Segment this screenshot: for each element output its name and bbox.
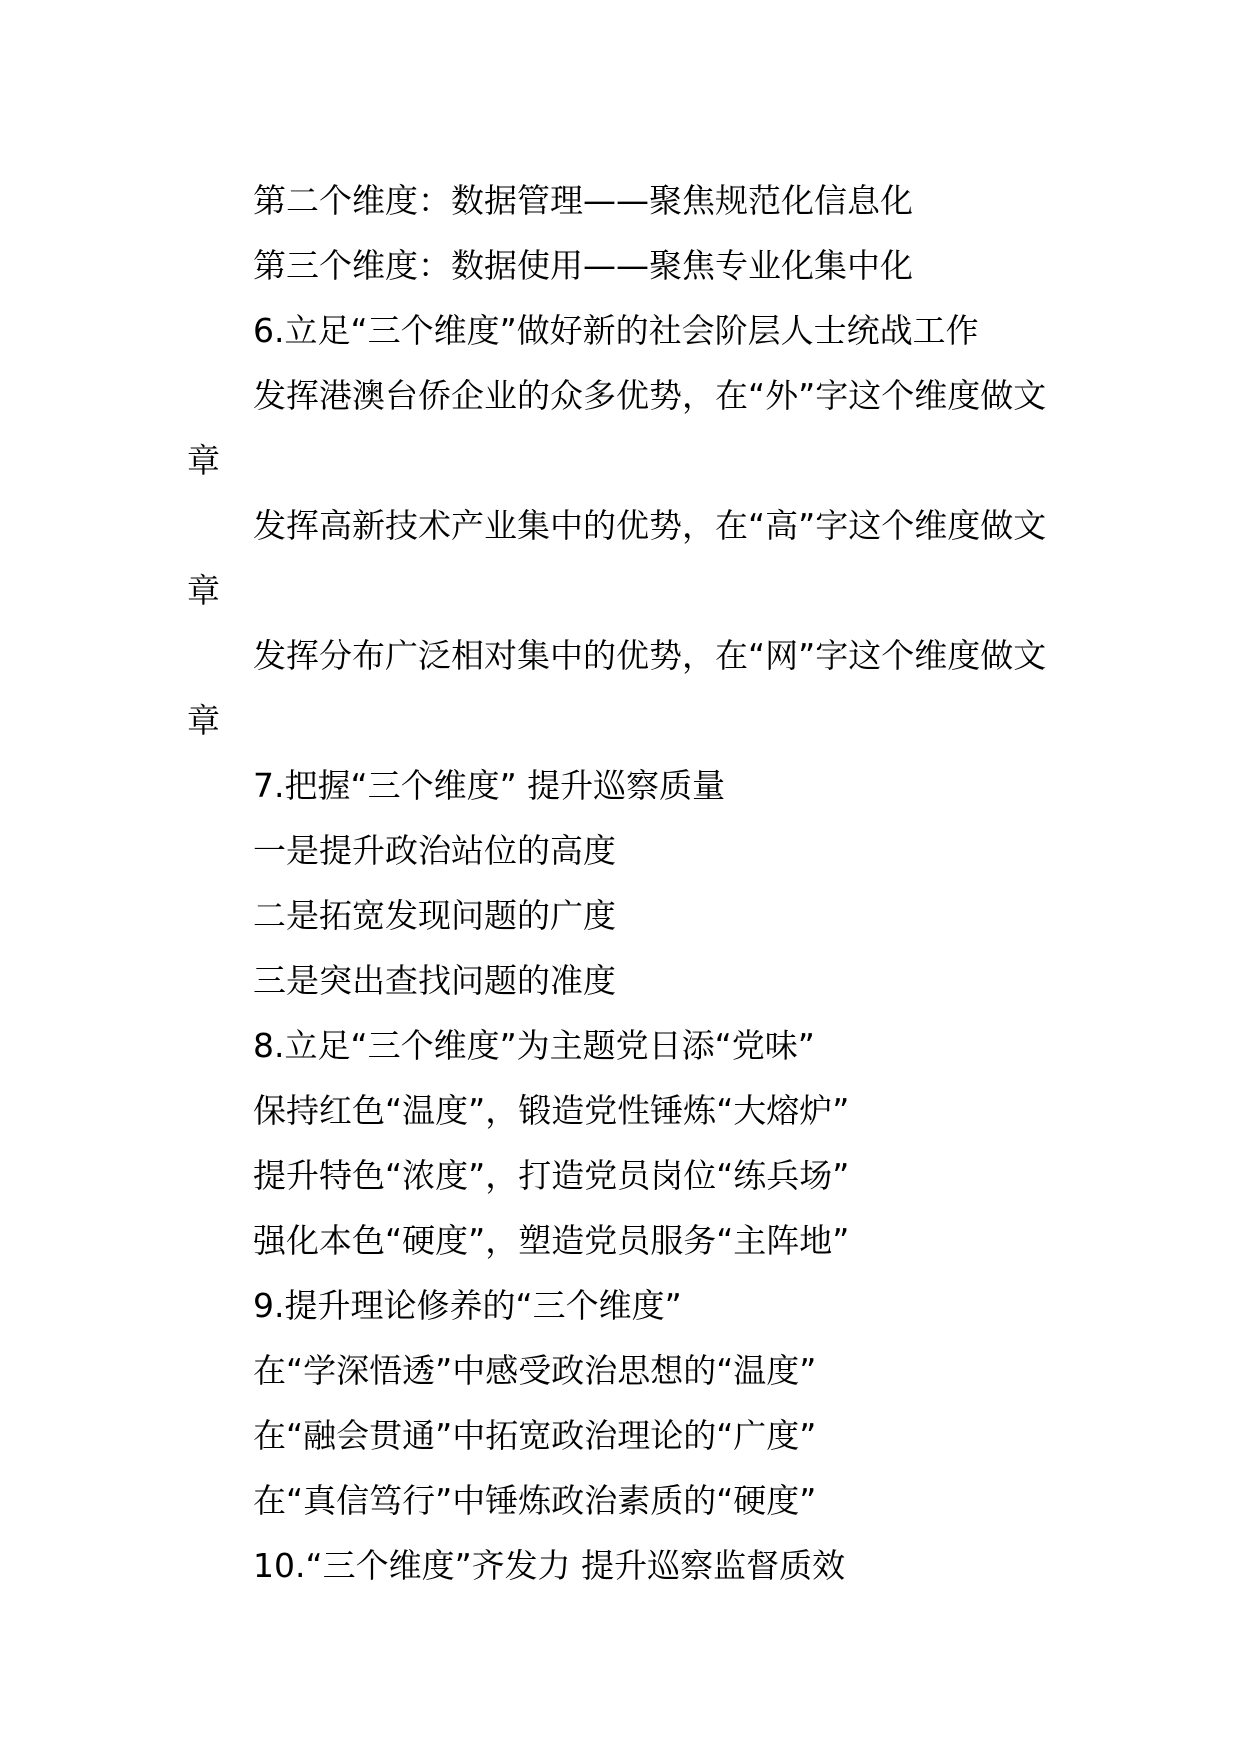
line-dimension-two: 第二个维度：数据管理——聚焦规范化信息化 <box>253 181 913 220</box>
paragraph-high: 发挥高新技术产业集中的优势，在“高”字这个维度做文章 <box>187 506 1047 610</box>
line-feature-concentration: 提升特色“浓度”，打造党员岗位“练兵场” <box>253 1156 850 1195</box>
heading-item-9: 9.提升理论修养的“三个维度” <box>253 1286 682 1325</box>
line-breadth-theory: 在“融会贯通”中拓宽政治理论的“广度” <box>253 1416 817 1455</box>
line-political-height: 一是提升政治站位的高度 <box>253 831 616 870</box>
line-hardness-theory: 在“真信笃行”中锤炼政治素质的“硬度” <box>253 1481 817 1520</box>
line-problem-breadth: 二是拓宽发现问题的广度 <box>253 896 616 935</box>
line-temperature-theory: 在“学深悟透”中感受政治思想的“温度” <box>253 1351 817 1390</box>
heading-item-7: 7.把握“三个维度” 提升巡察质量 <box>253 766 726 805</box>
heading-item-10: 10.“三个维度”齐发力 提升巡察监督质效 <box>253 1546 846 1585</box>
document-body <box>187 168 1053 1598</box>
heading-item-8: 8.立足“三个维度”为主题党日添“党味” <box>253 1026 815 1065</box>
paragraph-outside: 发挥港澳台侨企业的众多优势，在“外”字这个维度做文章 <box>187 376 1047 480</box>
line-problem-accuracy: 三是突出查找问题的准度 <box>253 961 616 1000</box>
heading-item-6: 6.立足“三个维度”做好新的社会阶层人士统战工作 <box>253 311 979 350</box>
line-true-hardness: 强化本色“硬度”，塑造党员服务“主阵地” <box>253 1221 850 1260</box>
line-dimension-three: 第三个维度：数据使用——聚焦专业化集中化 <box>253 246 913 285</box>
paragraph-network: 发挥分布广泛相对集中的优势，在“网”字这个维度做文章 <box>187 636 1047 740</box>
line-red-temperature: 保持红色“温度”，锻造党性锤炼“大熔炉” <box>253 1091 850 1130</box>
